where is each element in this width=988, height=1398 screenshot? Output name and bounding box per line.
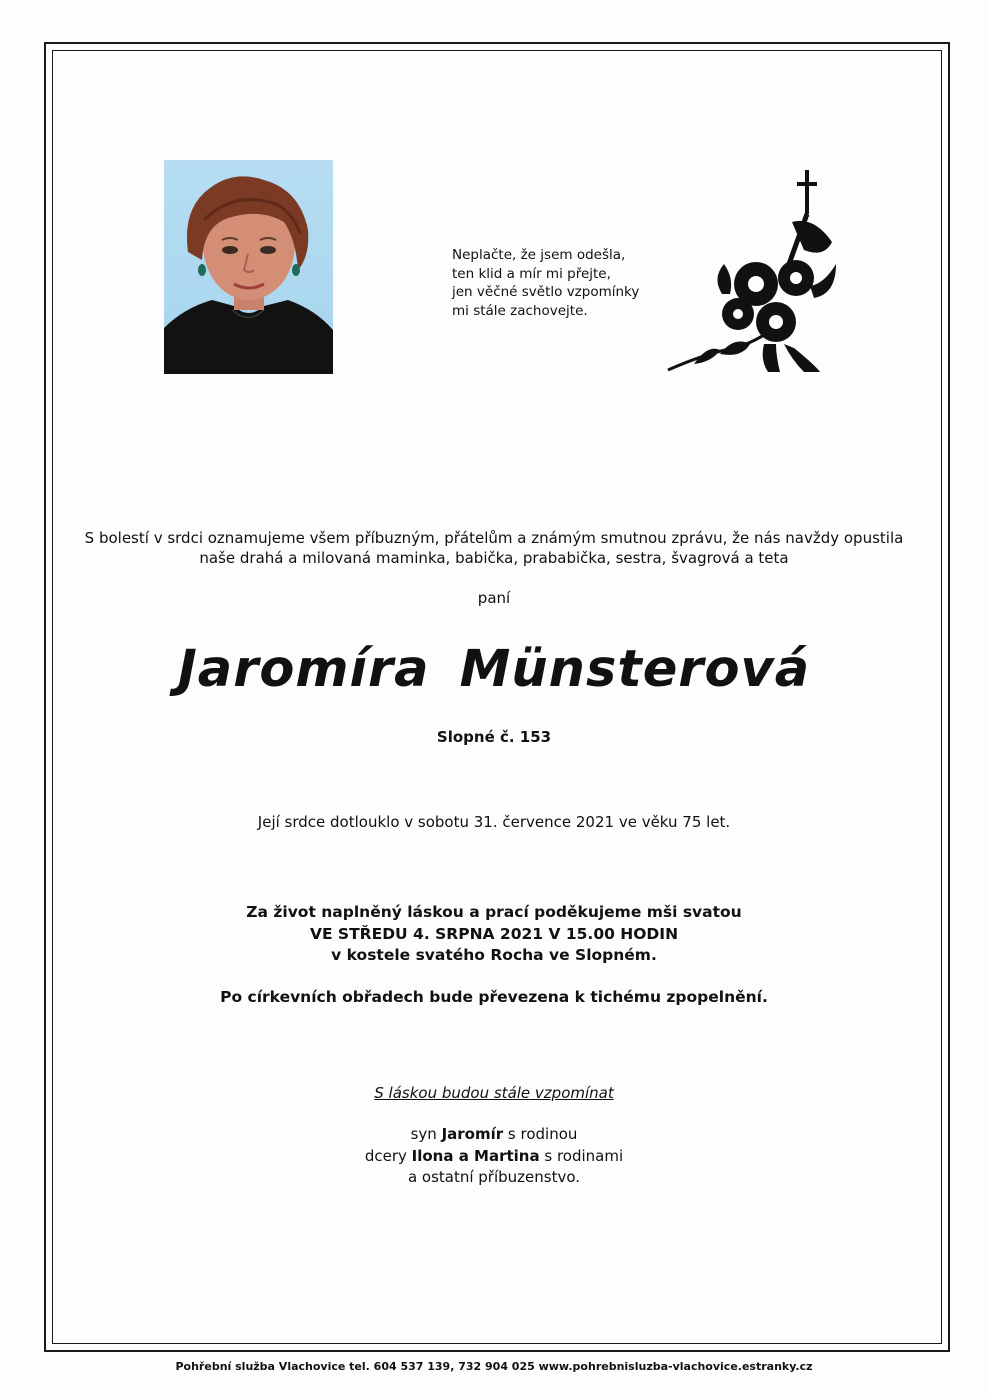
title-word: paní	[477, 589, 511, 607]
poem	[452, 246, 639, 320]
cross-flowers-icon	[664, 168, 840, 374]
ceremony-line: v kostele svatého Rocha ve Slopném.	[331, 946, 657, 964]
family-prefix: syn	[410, 1125, 442, 1143]
poem-line: jen věčné světlo vzpomínky	[452, 284, 640, 300]
family-prefix: dcery	[364, 1146, 412, 1165]
family-name: Jaromír	[441, 1125, 504, 1143]
after-ceremony: Po církevních obřadech bude převezena k tichému zpopelnění.	[220, 988, 768, 1006]
death-statement: Její srdce dotlouklo v sobotu 31. července 2021 ve věku 75 let.	[257, 813, 731, 831]
family-list	[60, 1124, 928, 1189]
deceased-name	[60, 640, 928, 699]
ceremony-info	[60, 902, 928, 967]
intro-line: naše drahá a milovaná maminka, babička, prababička, sestra, švagrová a teta	[199, 549, 789, 567]
family-line	[60, 1167, 928, 1189]
family-suffix: s rodinami	[539, 1146, 624, 1165]
poem-line: mi stále zachovejte.	[452, 302, 588, 319]
announcement-intro	[60, 528, 928, 568]
family-name: Ilona a Martina	[411, 1146, 540, 1165]
funeral-service-footer: Pohřební služba Vlachovice tel. 604 537 139, 732 904 025 www.pohrebnisluzba-vlachovice.estranky.cz	[175, 1360, 813, 1373]
address: Slopné č. 153	[436, 728, 552, 746]
family-line	[60, 1124, 928, 1146]
family-line	[60, 1146, 928, 1168]
poem-line: Neplačte, že jsem odešla,	[452, 247, 626, 263]
family-prefix: a ostatní příbuzenstvo.	[407, 1168, 581, 1186]
first-name: Jaromíra	[177, 640, 430, 699]
portrait-photo	[164, 160, 333, 374]
ceremony-line: VE STŘEDU 4. SRPNA 2021 V 15.00 HODIN	[309, 924, 679, 943]
last-name: Münsterová	[459, 640, 811, 699]
ceremony-line: Za život naplněný láskou a prací poděkujeme mši svatou	[246, 903, 742, 921]
intro-line: S bolestí v srdci oznamujeme všem příbuzným, přátelům a známým smutnou zprávu, že nás navždy opustila	[84, 529, 904, 547]
family-suffix: s rodinou	[503, 1125, 578, 1143]
remember-heading: S láskou budou stále vzpomínat	[374, 1084, 614, 1102]
poem-line: ten klid a mír mi přejte,	[452, 265, 611, 282]
